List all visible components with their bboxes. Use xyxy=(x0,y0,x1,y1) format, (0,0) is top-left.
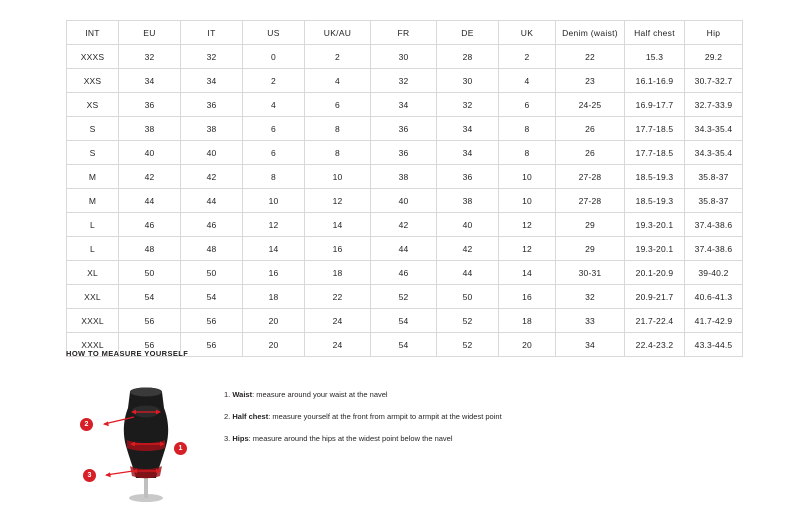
cell-de: 30 xyxy=(437,69,499,93)
cell-de: 52 xyxy=(437,333,499,357)
instruction-number: 3. xyxy=(224,434,231,444)
cell-int: XS xyxy=(67,93,119,117)
cell-uk-au: 2 xyxy=(305,45,371,69)
cell-eu: 34 xyxy=(119,69,181,93)
cell-eu: 38 xyxy=(119,117,181,141)
cell-it: 56 xyxy=(181,309,243,333)
cell-eu: 56 xyxy=(119,309,181,333)
measure-instruction-half-chest xyxy=(224,412,502,422)
cell-de: 50 xyxy=(437,285,499,309)
cell-uk-au: 24 xyxy=(305,333,371,357)
cell-uk-au: 10 xyxy=(305,165,371,189)
cell-int: XXXL xyxy=(67,309,119,333)
cell-eu: 50 xyxy=(119,261,181,285)
cell-eu: 36 xyxy=(119,93,181,117)
cell-de: 38 xyxy=(437,189,499,213)
cell-half-chest: 20.1-20.9 xyxy=(625,261,685,285)
cell-us: 6 xyxy=(243,117,305,141)
cell-denim-waist: 29 xyxy=(556,213,625,237)
cell-de: 44 xyxy=(437,261,499,285)
cell-us: 4 xyxy=(243,93,305,117)
cell-int: L xyxy=(67,213,119,237)
size-chart-container xyxy=(66,20,732,357)
cell-uk: 6 xyxy=(499,93,556,117)
cell-us: 8 xyxy=(243,165,305,189)
cell-eu: 40 xyxy=(119,141,181,165)
table-row xyxy=(67,237,743,261)
cell-denim-waist: 30-31 xyxy=(556,261,625,285)
marker-2-half-chest: 2 xyxy=(80,418,93,431)
cell-hip: 43.3-44.5 xyxy=(685,333,743,357)
cell-int: XXXL xyxy=(67,333,119,357)
cell-de: 34 xyxy=(437,141,499,165)
cell-int: XXS xyxy=(67,69,119,93)
cell-eu: 56 xyxy=(119,333,181,357)
cell-half-chest: 18.5-19.3 xyxy=(625,189,685,213)
cell-hip: 29.2 xyxy=(685,45,743,69)
cell-uk-au: 16 xyxy=(305,237,371,261)
cell-uk: 14 xyxy=(499,261,556,285)
cell-uk: 8 xyxy=(499,141,556,165)
cell-uk-au: 22 xyxy=(305,285,371,309)
cell-it: 34 xyxy=(181,69,243,93)
instruction-text: : measure around your waist at the navel xyxy=(252,390,388,399)
cell-fr: 32 xyxy=(371,69,437,93)
cell-uk: 10 xyxy=(499,189,556,213)
column-header-fr: FR xyxy=(371,21,437,45)
cell-uk-au: 4 xyxy=(305,69,371,93)
cell-eu: 32 xyxy=(119,45,181,69)
cell-hip: 34.3-35.4 xyxy=(685,141,743,165)
measure-instructions-list xyxy=(224,374,502,456)
cell-int: XL xyxy=(67,261,119,285)
cell-uk: 10 xyxy=(499,165,556,189)
table-row xyxy=(67,45,743,69)
column-header-us: US xyxy=(243,21,305,45)
cell-fr: 36 xyxy=(371,141,437,165)
cell-fr: 52 xyxy=(371,285,437,309)
instruction-term: Hips xyxy=(232,434,249,444)
cell-int: S xyxy=(67,141,119,165)
column-header-uk-au: UK/AU xyxy=(305,21,371,45)
cell-it: 42 xyxy=(181,165,243,189)
cell-uk-au: 18 xyxy=(305,261,371,285)
cell-eu: 44 xyxy=(119,189,181,213)
cell-half-chest: 22.4-23.2 xyxy=(625,333,685,357)
column-header-uk: UK xyxy=(499,21,556,45)
instruction-term: Waist xyxy=(232,390,253,399)
cell-denim-waist: 22 xyxy=(556,45,625,69)
cell-uk: 4 xyxy=(499,69,556,93)
how-to-measure-title: HOW TO MEASURE YOURSELF xyxy=(66,349,189,358)
cell-us: 18 xyxy=(243,285,305,309)
cell-hip: 39-40.2 xyxy=(685,261,743,285)
cell-denim-waist: 33 xyxy=(556,309,625,333)
cell-hip: 37.4-38.6 xyxy=(685,213,743,237)
cell-fr: 36 xyxy=(371,117,437,141)
cell-de: 32 xyxy=(437,93,499,117)
column-header-int: INT xyxy=(67,21,119,45)
cell-int: M xyxy=(67,189,119,213)
cell-de: 28 xyxy=(437,45,499,69)
cell-us: 16 xyxy=(243,261,305,285)
instruction-number: 2. xyxy=(224,412,231,422)
table-row xyxy=(67,165,743,189)
cell-half-chest: 19.3-20.1 xyxy=(625,213,685,237)
cell-us: 2 xyxy=(243,69,305,93)
cell-int: XXL xyxy=(67,285,119,309)
instruction-term: Half chest xyxy=(232,412,269,422)
cell-hip: 34.3-35.4 xyxy=(685,117,743,141)
column-header-hip: Hip xyxy=(685,21,743,45)
cell-uk-au: 24 xyxy=(305,309,371,333)
cell-it: 40 xyxy=(181,141,243,165)
cell-half-chest: 17.7-18.5 xyxy=(625,141,685,165)
cell-de: 36 xyxy=(437,165,499,189)
column-header-it: IT xyxy=(181,21,243,45)
cell-half-chest: 19.3-20.1 xyxy=(625,237,685,261)
cell-de: 40 xyxy=(437,213,499,237)
cell-us: 0 xyxy=(243,45,305,69)
cell-denim-waist: 27-28 xyxy=(556,189,625,213)
how-to-measure-body xyxy=(66,374,746,504)
cell-int: S xyxy=(67,117,119,141)
marker-3-hips: 3 xyxy=(83,469,96,482)
cell-it: 48 xyxy=(181,237,243,261)
cell-int: M xyxy=(67,165,119,189)
cell-eu: 42 xyxy=(119,165,181,189)
cell-uk-au: 14 xyxy=(305,213,371,237)
instruction-number: 1. xyxy=(224,390,231,399)
mannequin-illustration xyxy=(86,374,206,504)
cell-it: 56 xyxy=(181,333,243,357)
cell-fr: 34 xyxy=(371,93,437,117)
column-header-eu: EU xyxy=(119,21,181,45)
cell-it: 32 xyxy=(181,45,243,69)
column-header-denim-waist: Denim (waist) xyxy=(556,21,625,45)
cell-us: 12 xyxy=(243,213,305,237)
table-row xyxy=(67,93,743,117)
cell-uk: 16 xyxy=(499,285,556,309)
measure-instruction-hips xyxy=(224,434,502,444)
instruction-text: : measure yourself at the front from armpit to armpit at the widest point xyxy=(268,412,502,422)
measure-instruction-waist xyxy=(224,390,502,400)
table-body xyxy=(67,45,743,357)
instruction-text: : measure around the hips at the widest point below the navel xyxy=(248,434,453,444)
mannequin-figure xyxy=(86,374,206,504)
cell-denim-waist: 29 xyxy=(556,237,625,261)
table-row xyxy=(67,261,743,285)
cell-it: 46 xyxy=(181,213,243,237)
cell-hip: 37.4-38.6 xyxy=(685,237,743,261)
cell-it: 44 xyxy=(181,189,243,213)
cell-uk: 8 xyxy=(499,117,556,141)
cell-half-chest: 18.5-19.3 xyxy=(625,165,685,189)
table-row xyxy=(67,285,743,309)
table-row xyxy=(67,189,743,213)
table-row xyxy=(67,213,743,237)
cell-denim-waist: 26 xyxy=(556,141,625,165)
table-row xyxy=(67,117,743,141)
cell-eu: 54 xyxy=(119,285,181,309)
cell-hip: 41.7-42.9 xyxy=(685,309,743,333)
marker-1-waist: 1 xyxy=(174,442,187,455)
cell-denim-waist: 24-25 xyxy=(556,93,625,117)
cell-hip: 40.6-41.3 xyxy=(685,285,743,309)
cell-de: 42 xyxy=(437,237,499,261)
cell-uk: 18 xyxy=(499,309,556,333)
cell-hip: 35.8-37 xyxy=(685,165,743,189)
cell-fr: 38 xyxy=(371,165,437,189)
cell-fr: 42 xyxy=(371,213,437,237)
cell-it: 36 xyxy=(181,93,243,117)
cell-us: 20 xyxy=(243,309,305,333)
how-to-measure-section xyxy=(66,349,746,504)
cell-hip: 32.7-33.9 xyxy=(685,93,743,117)
cell-int: XXXS xyxy=(67,45,119,69)
cell-denim-waist: 23 xyxy=(556,69,625,93)
cell-half-chest: 15.3 xyxy=(625,45,685,69)
table-row xyxy=(67,141,743,165)
cell-us: 6 xyxy=(243,141,305,165)
cell-uk-au: 8 xyxy=(305,141,371,165)
table-header xyxy=(67,21,743,45)
cell-it: 38 xyxy=(181,117,243,141)
cell-fr: 40 xyxy=(371,189,437,213)
table-row xyxy=(67,69,743,93)
cell-denim-waist: 34 xyxy=(556,333,625,357)
cell-de: 34 xyxy=(437,117,499,141)
cell-fr: 44 xyxy=(371,237,437,261)
size-chart-table xyxy=(66,20,743,357)
cell-it: 54 xyxy=(181,285,243,309)
cell-fr: 54 xyxy=(371,333,437,357)
cell-it: 50 xyxy=(181,261,243,285)
cell-eu: 48 xyxy=(119,237,181,261)
table-row xyxy=(67,309,743,333)
cell-fr: 46 xyxy=(371,261,437,285)
cell-us: 20 xyxy=(243,333,305,357)
cell-hip: 35.8-37 xyxy=(685,189,743,213)
cell-uk: 12 xyxy=(499,237,556,261)
cell-half-chest: 16.1-16.9 xyxy=(625,69,685,93)
cell-half-chest: 21.7-22.4 xyxy=(625,309,685,333)
cell-int: L xyxy=(67,237,119,261)
cell-denim-waist: 32 xyxy=(556,285,625,309)
cell-de: 52 xyxy=(437,309,499,333)
cell-hip: 30.7-32.7 xyxy=(685,69,743,93)
cell-half-chest: 16.9-17.7 xyxy=(625,93,685,117)
cell-fr: 54 xyxy=(371,309,437,333)
cell-denim-waist: 26 xyxy=(556,117,625,141)
cell-fr: 30 xyxy=(371,45,437,69)
cell-denim-waist: 27-28 xyxy=(556,165,625,189)
cell-uk-au: 8 xyxy=(305,117,371,141)
cell-uk-au: 12 xyxy=(305,189,371,213)
cell-uk: 2 xyxy=(499,45,556,69)
cell-half-chest: 20.9-21.7 xyxy=(625,285,685,309)
table-header-row xyxy=(67,21,743,45)
cell-uk: 20 xyxy=(499,333,556,357)
cell-uk-au: 6 xyxy=(305,93,371,117)
cell-uk: 12 xyxy=(499,213,556,237)
column-header-half-chest: Half chest xyxy=(625,21,685,45)
cell-us: 10 xyxy=(243,189,305,213)
cell-eu: 46 xyxy=(119,213,181,237)
column-header-de: DE xyxy=(437,21,499,45)
cell-half-chest: 17.7-18.5 xyxy=(625,117,685,141)
cell-us: 14 xyxy=(243,237,305,261)
